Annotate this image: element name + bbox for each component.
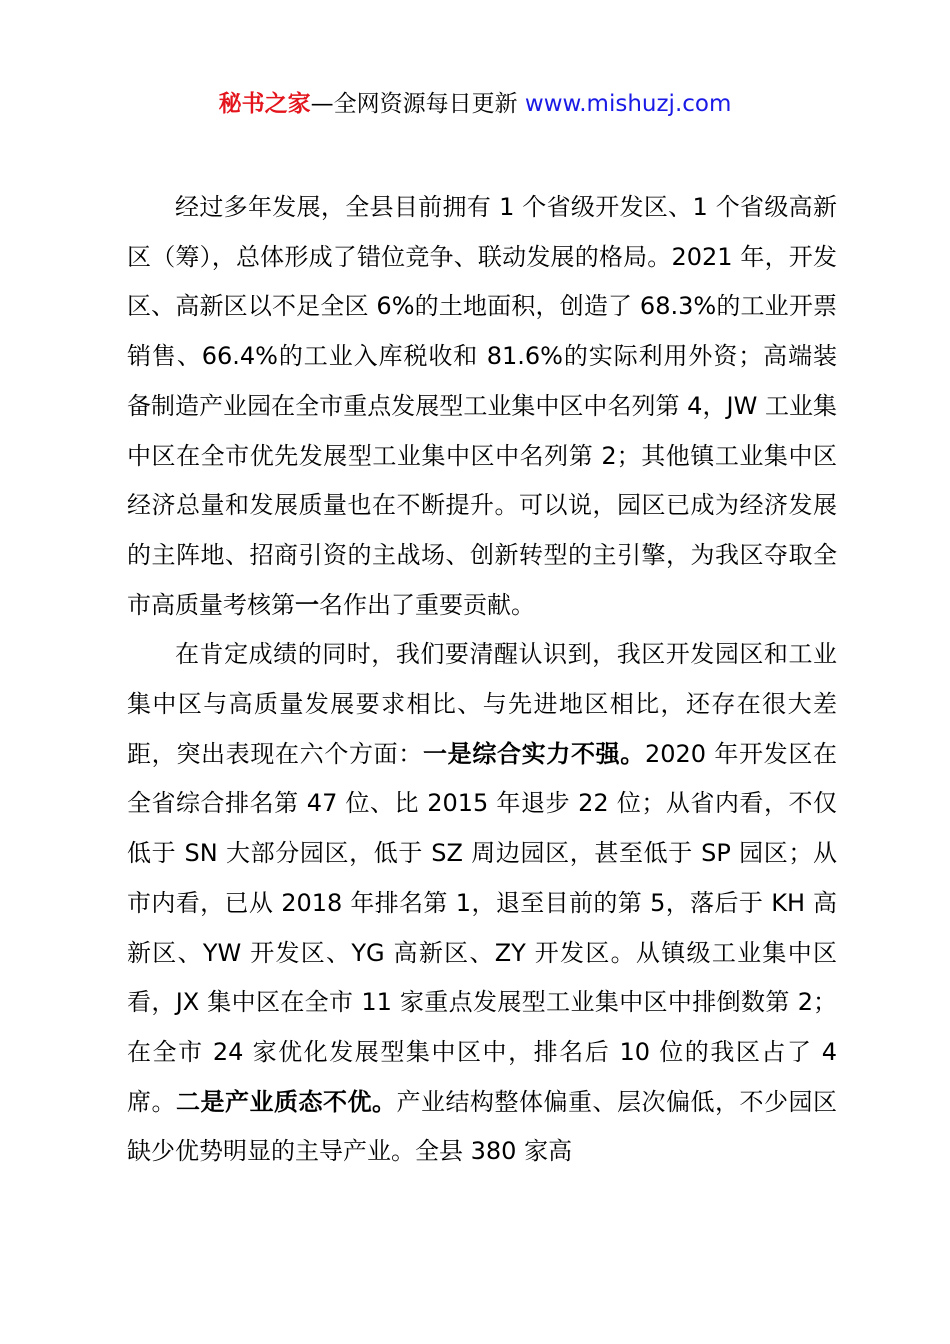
site-tagline: —全网资源每日更新	[310, 91, 525, 117]
site-brand: 秘书之家	[218, 91, 311, 117]
document-body	[127, 183, 837, 1177]
text-segment: 名作出了重要贡献。	[319, 590, 535, 619]
text-segment: 在肯定成绩的同时，我们要清醒认识到，我区开发园区和工业集中区与高质量发展要求相比、与先进地区相比，还存在很大差距，突出表现在六个方面：	[127, 640, 837, 768]
page-header	[0, 86, 950, 122]
text-segment: 产业结构整体偏重、层次偏低，不少园区缺少优势明显的主导产业。全县 380 家高	[127, 1087, 837, 1166]
bold-heading-2: 二是产业质态不优。	[176, 1087, 397, 1116]
paragraph-1	[127, 183, 837, 630]
site-url-link[interactable]: www.mishuzj.com	[524, 91, 732, 117]
text-segment: 经过多年发展，全县目前拥有 1 个省级开发区、1 个省级高新区（筹），总体形成了错位竞争、联动发展的格局。2021 年，开发区、高新区以不足全区 6%的土地面积，创造了 68.3%的工业开票销售、66.4%的工业入库税收和 81.6%的实际利用外资；高端装备制造产业园在全市重点发展型工业集中区中名列第 4，JW 工业集中区在全市优先发展型工业集中区中名列第 2；其他镇工业集中区经济总量和发展质量也在不断提升。可以说，园区已成为经济发展的主阵地、招商引资的主战场、创新转型的主引擎，为我区夺取全市高质量考核第	[127, 193, 837, 619]
bold-text: 一	[295, 590, 319, 619]
bold-heading-1: 一是综合实力不强。	[422, 739, 645, 768]
text-segment: 2020 年开发区在全省综合排名第 47 位、比 2015 年退步 22 位；从省内看，不仅低于 SN 大部分园区，低于 SZ 周边园区，甚至低于 SP 园区；从市内看，已从 2018 年排名第 1，退至目前的第 5，落后于 KH 高新区、YW 开发区、YG 高新区、ZY 开发区。从镇级工业集中区看，JX 集中区在全市 11 家重点发展型工业集中区中排倒数第 2；在全市 24 家优化发展型集中区中，排名后 10 位的我区占了 4 席。	[127, 739, 837, 1116]
paragraph-2	[127, 630, 837, 1177]
